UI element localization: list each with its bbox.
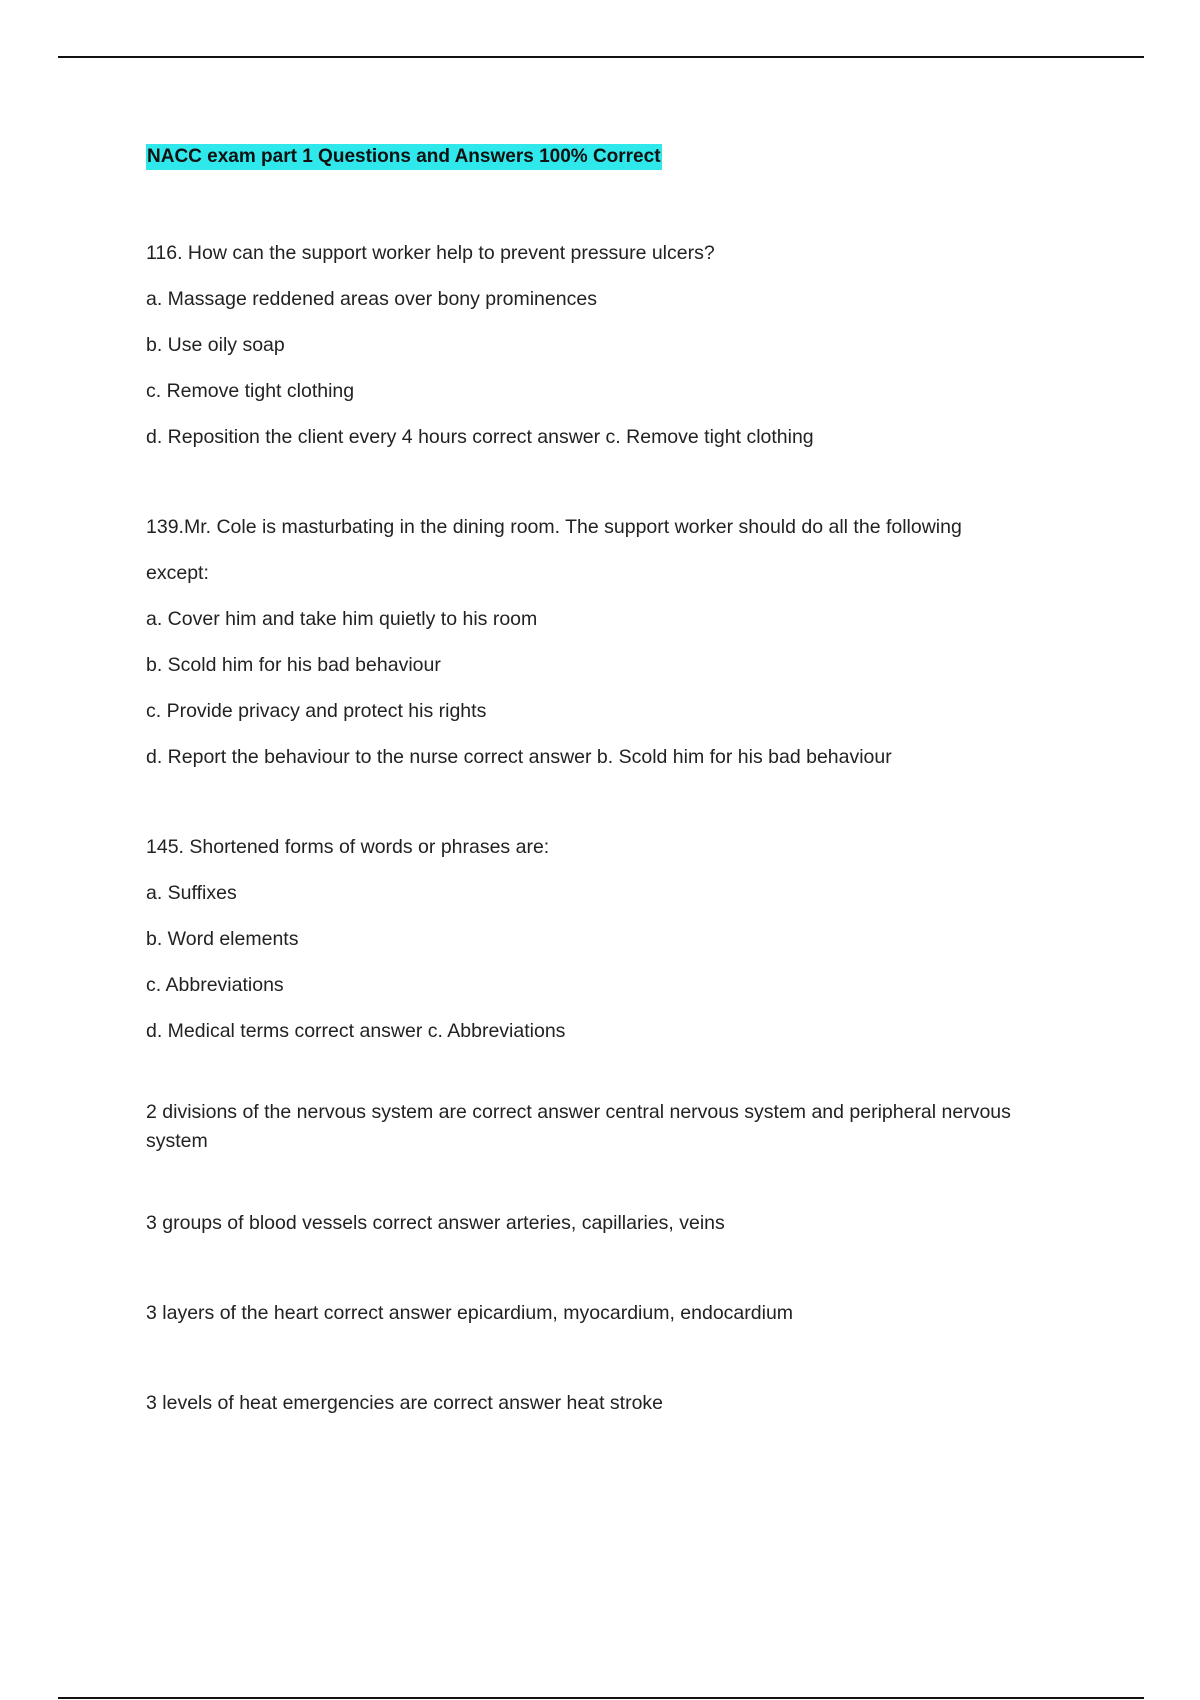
footer-rule: [58, 1697, 1144, 1699]
flashcard-item: [146, 1290, 1066, 1336]
flashcard-text: 3 levels of heat emergencies are correct answer heat stroke: [146, 1392, 664, 1414]
answer-option: c. Provide privacy and protect his rights: [146, 700, 487, 722]
flashcard-item: [146, 1098, 1066, 1156]
question-block: [146, 504, 1066, 780]
answer-option: d. Reposition the client every 4 hours correct answer c. Remove tight clothing: [146, 426, 814, 448]
answer-option: a. Massage reddened areas over bony prominences: [146, 288, 597, 310]
document-body: [146, 144, 1066, 1470]
answer-option: c. Remove tight clothing: [146, 380, 355, 402]
answer-option: d. Medical terms correct answer c. Abbreviations: [146, 1020, 566, 1042]
flashcard-text: 3 groups of blood vessels correct answer arteries, capillaries, veins: [146, 1212, 725, 1234]
question-text: 116. How can the support worker help to prevent pressure ulcers?: [146, 242, 715, 264]
answer-option: b. Word elements: [146, 928, 299, 950]
answer-option: a. Cover him and take him quietly to his room: [146, 608, 538, 630]
answer-option: c. Abbreviations: [146, 974, 284, 996]
question-text: 145. Shortened forms of words or phrases are:: [146, 836, 550, 858]
question-block: [146, 824, 1066, 1054]
flashcard-text: 2 divisions of the nervous system are correct answer central nervous system and peripheral nervous system: [146, 1101, 1011, 1152]
document-title-row: [146, 144, 1066, 230]
answer-option: b. Scold him for his bad behaviour: [146, 654, 441, 676]
question-block: [146, 230, 1066, 460]
header-rule: [58, 56, 1144, 58]
answer-option: d. Report the behaviour to the nurse correct answer b. Scold him for his bad behaviour: [146, 746, 892, 768]
answer-option: b. Use oily soap: [146, 334, 285, 356]
answer-option: a. Suffixes: [146, 882, 237, 904]
question-text: except:: [146, 562, 209, 584]
flashcard-item: [146, 1200, 1066, 1246]
question-text: 139.Mr. Cole is masturbating in the dining room. The support worker should do all the following: [146, 516, 962, 538]
document-title: NACC exam part 1 Questions and Answers 100% Correct: [146, 144, 662, 170]
flashcard-item: [146, 1380, 1066, 1426]
flashcard-text: 3 layers of the heart correct answer epicardium, myocardium, endocardium: [146, 1302, 794, 1324]
